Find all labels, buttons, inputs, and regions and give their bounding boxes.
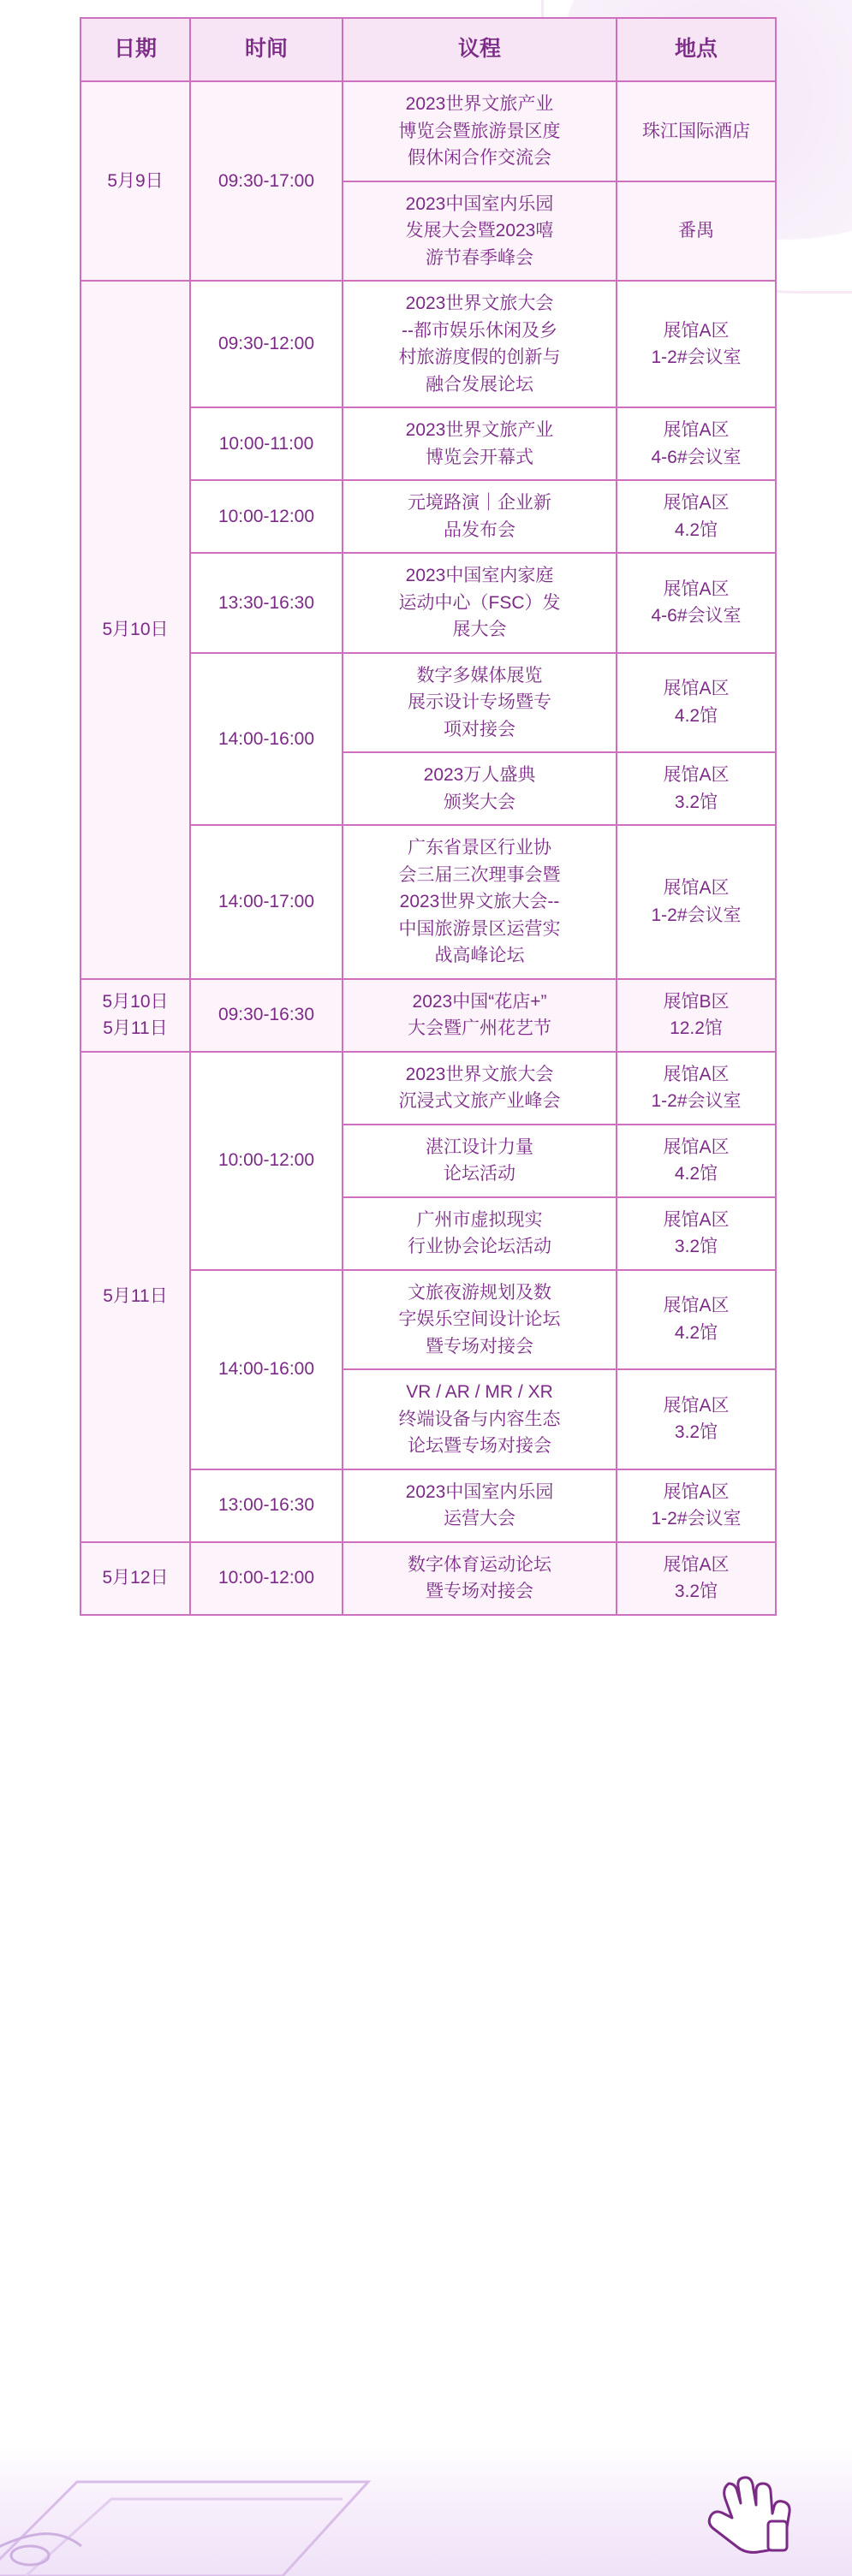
cell-place: 展馆A区 3.2馆: [617, 1542, 776, 1615]
cell-time: 09:30-17:00: [190, 81, 343, 281]
cell-place: 珠江国际酒店: [617, 81, 776, 181]
cell-date: 5月10日: [80, 281, 190, 979]
table-header: [80, 18, 776, 81]
cell-topic: 湛江设计力量 论坛活动: [343, 1125, 617, 1197]
cell-place: 展馆A区 4.2馆: [617, 653, 776, 753]
agenda-table: [80, 17, 777, 1616]
cell-place: 展馆B区 12.2馆: [617, 979, 776, 1052]
cell-date: 5月10日 5月11日: [80, 979, 190, 1052]
cell-time: 10:00-11:00: [190, 407, 343, 480]
cell-topic: 广州市虚拟现实 行业协会论坛活动: [343, 1197, 617, 1270]
table-row: [80, 81, 776, 181]
cell-topic: 文旅夜游规划及数 字娱乐空间设计论坛 暨专场对接会: [343, 1270, 617, 1370]
cell-topic: 数字体育运动论坛 暨专场对接会: [343, 1542, 617, 1615]
cell-place: 展馆A区 1-2#会议室: [617, 825, 776, 979]
cell-place: 展馆A区 4.2馆: [617, 480, 776, 553]
cell-time: 09:30-16:30: [190, 979, 343, 1052]
cell-time: 14:00-17:00: [190, 825, 343, 979]
cell-place: 展馆A区 4-6#会议室: [617, 553, 776, 653]
cell-topic: 2023万人盛典 颁奖大会: [343, 752, 617, 825]
cell-place: 展馆A区 1-2#会议室: [617, 1052, 776, 1125]
cell-topic: 2023世界文旅产业 博览会暨旅游景区度 假休闲合作交流会: [343, 81, 617, 181]
cell-time: 10:00-12:00: [190, 480, 343, 553]
cell-time: 10:00-12:00: [190, 1542, 343, 1615]
cell-topic: 2023世界文旅产业 博览会开幕式: [343, 407, 617, 480]
cell-time: 14:00-16:00: [190, 653, 343, 826]
cell-time: 10:00-12:00: [190, 1052, 343, 1270]
cell-place: 展馆A区 3.2馆: [617, 1197, 776, 1270]
column-header-date: 日期: [80, 18, 190, 81]
column-header-time: 时间: [190, 18, 343, 81]
cell-place: 展馆A区 3.2馆: [617, 1369, 776, 1469]
column-header-topic: 议程: [343, 18, 617, 81]
cell-time: 13:00-16:30: [190, 1469, 343, 1542]
cell-topic: 2023中国“花店+” 大会暨广州花艺节: [343, 979, 617, 1052]
cell-topic: VR / AR / MR / XR 终端设备与内容生态 论坛暨专场对接会: [343, 1369, 617, 1469]
cell-time: 13:30-16:30: [190, 553, 343, 653]
cell-topic: 2023世界文旅大会 沉浸式文旅产业峰会: [343, 1052, 617, 1125]
column-header-place: 地点: [617, 18, 776, 81]
agenda-table-container: [80, 17, 775, 1616]
cell-topic: 2023中国室内乐园 运营大会: [343, 1469, 617, 1542]
cell-place: 展馆A区 4-6#会议室: [617, 407, 776, 480]
cell-place: 展馆A区 1-2#会议室: [617, 281, 776, 407]
cell-place: 展馆A区 1-2#会议室: [617, 1469, 776, 1542]
table-row: [80, 1052, 776, 1125]
table-row: [80, 281, 776, 407]
pointer-hand-icon: [694, 2458, 797, 2561]
table-row: [80, 979, 776, 1052]
cell-topic: 广东省景区行业协 会三届三次理事会暨 2023世界文旅大会-- 中国旅游景区运营实 战高峰论坛: [343, 825, 617, 979]
cell-place: 番禺: [617, 181, 776, 282]
cell-place: 展馆A区 3.2馆: [617, 752, 776, 825]
table-header-row: [80, 18, 776, 81]
cell-topic: 2023世界文旅大会 --都市娱乐休闲及乡 村旅游度假的创新与 融合发展论坛: [343, 281, 617, 407]
cell-time: 09:30-12:00: [190, 281, 343, 407]
cell-topic: 元境路演｜企业新 品发布会: [343, 480, 617, 553]
cell-time: 14:00-16:00: [190, 1270, 343, 1469]
cell-place: 展馆A区 4.2馆: [617, 1125, 776, 1197]
cell-topic: 2023中国室内家庭 运动中心（FSC）发 展大会: [343, 553, 617, 653]
cell-date: 5月11日: [80, 1052, 190, 1542]
table-row: [80, 1542, 776, 1615]
cell-topic: 数字多媒体展览 展示设计专场暨专 项对接会: [343, 653, 617, 753]
table-body: [80, 81, 776, 1615]
cell-place: 展馆A区 4.2馆: [617, 1270, 776, 1370]
cell-topic: 2023中国室内乐园 发展大会暨2023嘻 游节春季峰会: [343, 181, 617, 282]
cell-date: 5月12日: [80, 1542, 190, 1615]
cell-date: 5月9日: [80, 81, 190, 281]
